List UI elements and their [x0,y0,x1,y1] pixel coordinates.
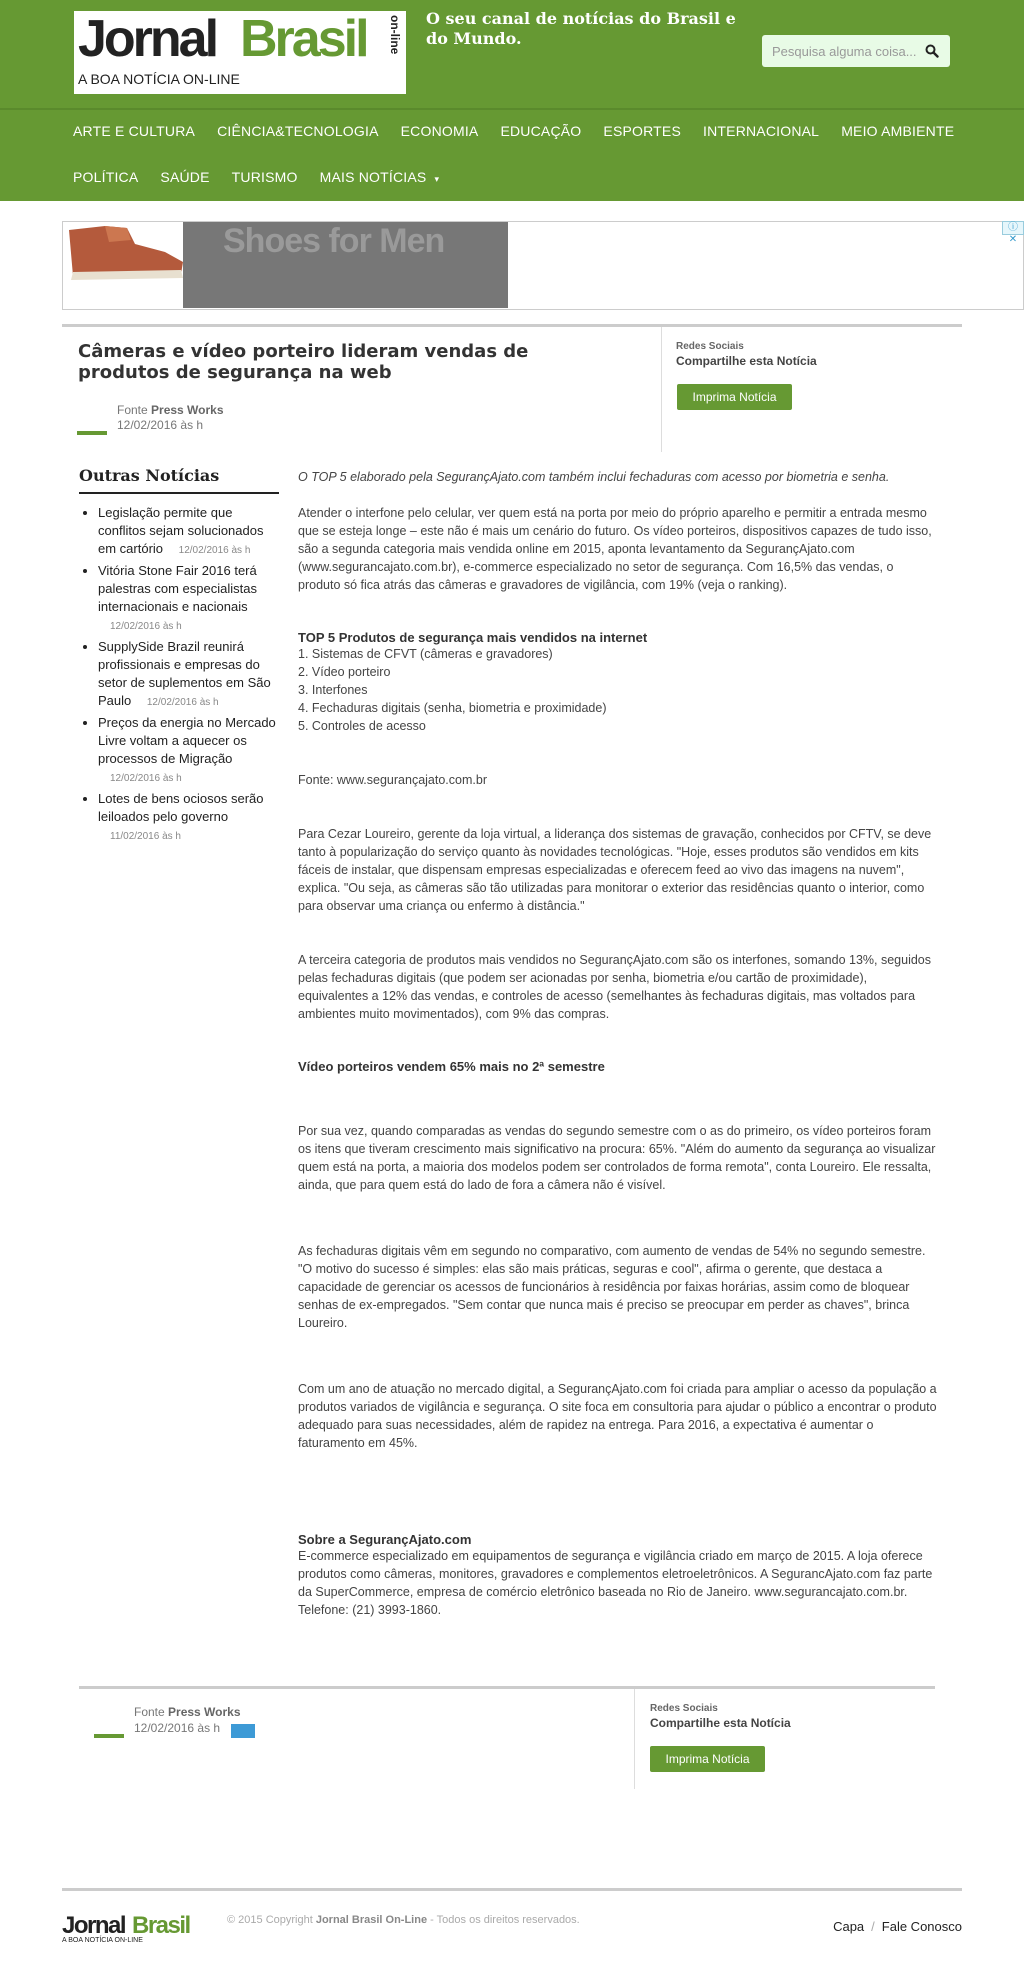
footer-logo[interactable] [62,1912,212,1946]
share-label-bottom: Compartilhe esta Notícia [650,1716,791,1730]
print-button-bottom[interactable]: Imprima Notícia [650,1746,765,1772]
nav-arte-e-cultura[interactable]: ARTE E CULTURA [73,123,196,139]
sidebar-link[interactable]: Legislação permite que conflitos sejam solucionados em cartório [98,505,264,556]
sidebar-link[interactable]: Vitória Stone Fair 2016 terá palestras com especialistas internacionais e nacionais [98,563,257,614]
article-date: 12/02/2016 às h [117,418,204,432]
nav-saude[interactable]: SAÚDE [160,169,210,185]
article-title: Câmeras e vídeo porteiro lideram vendas de produtos de segurança na web [78,341,529,383]
article-paragraph: Para Cezar Loureiro, gerente da loja virtual, a liderança dos sistemas de gravação, conhecidos por CFTV, se deve tanto à popularização do serviço quanto às novidades tecnológicas. "Hoje, esses produtos são vendidos em kits fáceis de instalar, que dispensam empresas especializadas e oferecem feed ao vivo das imagens na nuvem", explica. "Ou seja, as câmeras são tão utilizadas para monitorar o exterior das residências quanto o interior, como para observar uma criança ou enfermo à distância." [298,827,932,913]
footer-link-fale-conosco[interactable]: Fale Conosco [881,1919,962,1934]
social-label-bottom: Redes Sociais [650,1703,718,1714]
sidebar-date: 11/02/2016 às h [110,831,181,842]
article-body [298,468,938,1619]
sidebar-list [79,504,279,844]
top5-item: 1. Sistemas de CFVT (câmeras e gravadores) [298,647,553,661]
meta-accent-bar [94,1734,124,1738]
article-paragraph: As fechaduras digitais vêm em segundo no comparativo, com aumento de vendas de 54% no segundo semestre. "O motivo do sucesso é simples: elas são mais práticas, seguras e cool", afirma o gerente, que destaca a capacidade de gerenciar os acessos de funcionários à residência por faixas horárias, assim como de bloquear senhas de ex-empregados. "Sem contar que nunca mais é preciso se preocupar em perder as chaves", brinca Loureiro. [298,1244,926,1330]
nav-row-2 [62,169,450,185]
footer-links [833,1919,962,1934]
article-source-bottom [134,1705,241,1719]
logo-word-jornal: Jornal [78,10,217,68]
nav-politica[interactable]: POLÍTICA [73,169,139,185]
top5-item: 2. Vídeo porteiro [298,665,391,679]
article-subheading: Vídeo porteiros vendem 65% mais no 2ª semestre [298,1059,605,1074]
copyright-prefix: © 2015 Copyright [227,1914,313,1926]
print-button[interactable]: Imprima Notícia [677,384,792,410]
copyright-suffix: - Todos os direitos reservados. [430,1914,580,1926]
article-bottom-divider [79,1686,935,1689]
nav-turismo[interactable]: TURISMO [231,169,298,185]
source-label: Fonte [117,403,148,417]
logo-online: on-line [388,15,402,55]
nav-esportes[interactable]: ESPORTES [603,123,681,139]
article-date-bottom: 12/02/2016 às h [134,1721,221,1735]
sidebar-date: 12/02/2016 às h [146,697,219,708]
top5-item: 4. Fechaduras digitais (senha, biometria e proximidade) [298,701,607,715]
article-source-line: Fonte: www.segurançajato.com.br [298,773,487,787]
logo-word-brasil: Brasil [240,10,367,68]
search-input[interactable] [762,35,917,67]
nav-mais-noticias-label: MAIS NOTÍCIAS [319,169,427,185]
main-nav [0,108,1024,201]
ad-banner[interactable] [62,221,1024,310]
article-paragraph: A terceira categoria de produtos mais vendidos no SegurançAjato.com são os interfones, somando 13%, seguidos pelas fechaduras digitais (que podem ser acionadas por senha, biometria e/ou cartão de proximidade), equivalentes a 12% das vendas, e controles de acesso (semelhantes às fechaduras digitais, mas voltados para ambientes muito movimentados), com 9% das compras. [298,953,932,1021]
search-icon [925,44,939,58]
list-item [98,790,279,844]
site-logo[interactable] [74,11,406,94]
search-box [762,35,950,67]
nav-row-1 [62,123,965,139]
meta-accent-bar [77,431,107,435]
article-source [117,403,224,417]
nav-internacional[interactable]: INTERNACIONAL [703,123,820,139]
top5-item: 3. Interfones [298,683,368,697]
sidebar-date: 12/02/2016 às h [110,621,182,632]
footer-separator: / [871,1919,875,1934]
footer-copyright [227,1914,580,1926]
footer-link-capa[interactable]: Capa [833,1919,865,1934]
shoe-image [65,222,185,282]
search-button[interactable] [918,35,946,67]
article-paragraph: Atender o interfone pelo celular, ver quem está na porta por meio do próprio aparelho e permitir a entrada mesmo que se esteja longe – este não é mais um cenário do futuro. Os vídeo porteiros, dispositivos capazes de tudo isso, são a segunda categoria mais vendida online em 2015, aponta levantamento da SegurançAjato.com (www.segurancajato.com.br), e-commerce especializado no setor de segurança. Com 16,5% das vendas, o produto só fica atrás das câmeras e gravadores de vigilância, com 19% (veja o ranking). [298,506,932,592]
share-widget[interactable] [231,1724,255,1738]
list-item [98,562,279,634]
nav-mais-noticias[interactable] [309,169,451,185]
nav-educacao[interactable]: EDUCAÇÃO [500,123,582,139]
nav-meio-ambiente[interactable]: MEIO AMBIENTE [841,123,955,139]
sidebar-other-news [79,466,279,848]
sidebar-title: Outras Notícias [79,466,220,485]
footer-meta-vertical-divider [634,1689,635,1789]
about-paragraph: E-commerce especializado em equipamentos de segurança e vigilância criado em março de 2015. A loja oferece produtos como câmeras, monitores, gravadores e complementos eletroeletrônicos. A SegurancAjato.com faz parte da SuperCommerce, empresa de comércio eletrônico baseada no Rio de Janeiro. www.segurancajato.com.br. Telefone: (21) 3993-1860. [298,1549,933,1617]
source-name[interactable]: Press Works [151,403,224,417]
sidebar-date: 12/02/2016 às h [178,545,251,556]
footer-logo-jornal: Jornal [62,1912,126,1939]
about-title: Sobre a SegurançAjato.com [298,1532,472,1547]
social-label: Redes Sociais [676,341,744,352]
site-slogan: O seu canal de notícias do Brasil e do Mundo. [426,9,736,48]
footer-logo-brasil: Brasil [132,1912,190,1939]
header-vertical-divider [661,327,662,452]
share-label: Compartilhe esta Notícia [676,354,817,368]
site-header [0,0,1024,108]
copyright-name: Jornal Brasil On-Line [315,1914,428,1926]
article-paragraph: Por sua vez, quando comparadas as vendas do segundo semestre com o as do primeiro, os vídeo porteiros foram os itens que tiveram crescimento mais significativo na procura: 65%. "Além do aumento da segurança ao visualizar quem está na porta, a maioria dos modelos podem ser controlados de forma remota", conta Loureiro. Ele ressalta, ainda, que para quem está do lado de fora a câmera não é visível. [298,1124,936,1192]
logo-tagline: A BOA NOTÍCIA ON-LINE [78,71,240,87]
article-lead: O TOP 5 elaborado pela SegurançAjato.com também inclui fechaduras com acesso por biometria e senha. [298,470,890,484]
sidebar-link[interactable]: SupplySide Brazil reunirá profissionais e empresas do setor de suplementos em São Paulo [98,639,271,708]
list-item [98,504,279,558]
source-name[interactable]: Press Works [168,1705,241,1719]
footer-logo-tagline: A BOA NOTÍCIA ON-LINE [62,1937,143,1944]
sidebar-date: 12/02/2016 às h [110,773,182,784]
sidebar-link[interactable]: Preços da energia no Mercado Livre voltam a aquecer os processos de Migração [98,715,276,766]
list-item [98,638,279,710]
caret-down-icon: ▾ [434,174,440,184]
top5-item: 5. Controles de acesso [298,719,426,733]
sidebar-rule [79,492,279,494]
article-paragraph: Com um ano de atuação no mercado digital, a SegurançAjato.com foi criada para ampliar o acesso da população a produtos variados de vigilância e segurança. O site foca em consultoria para ajudar o público a encontrar o produto adequado para suas necessidades, além de rapidez na entrega. Para 2016, a expectativa é aumentar o faturamento em 45%. [298,1382,937,1450]
nav-ciencia-tecnologia[interactable]: CIÊNCIA&TECNOLOGIA [217,123,379,139]
list-item [98,714,279,786]
ad-title: Shoes for Men [223,222,445,260]
nav-economia[interactable]: ECONOMIA [400,123,479,139]
ad-choices-icon[interactable]: ⓘ ✕ [1002,221,1024,235]
sidebar-link[interactable]: Lotes de bens ociosos serão leiloados pelo governo [98,791,264,824]
top5-title: TOP 5 Produtos de segurança mais vendidos na internet [298,630,648,645]
source-label: Fonte [134,1705,165,1719]
article-header [62,324,962,452]
footer-divider [62,1888,962,1891]
